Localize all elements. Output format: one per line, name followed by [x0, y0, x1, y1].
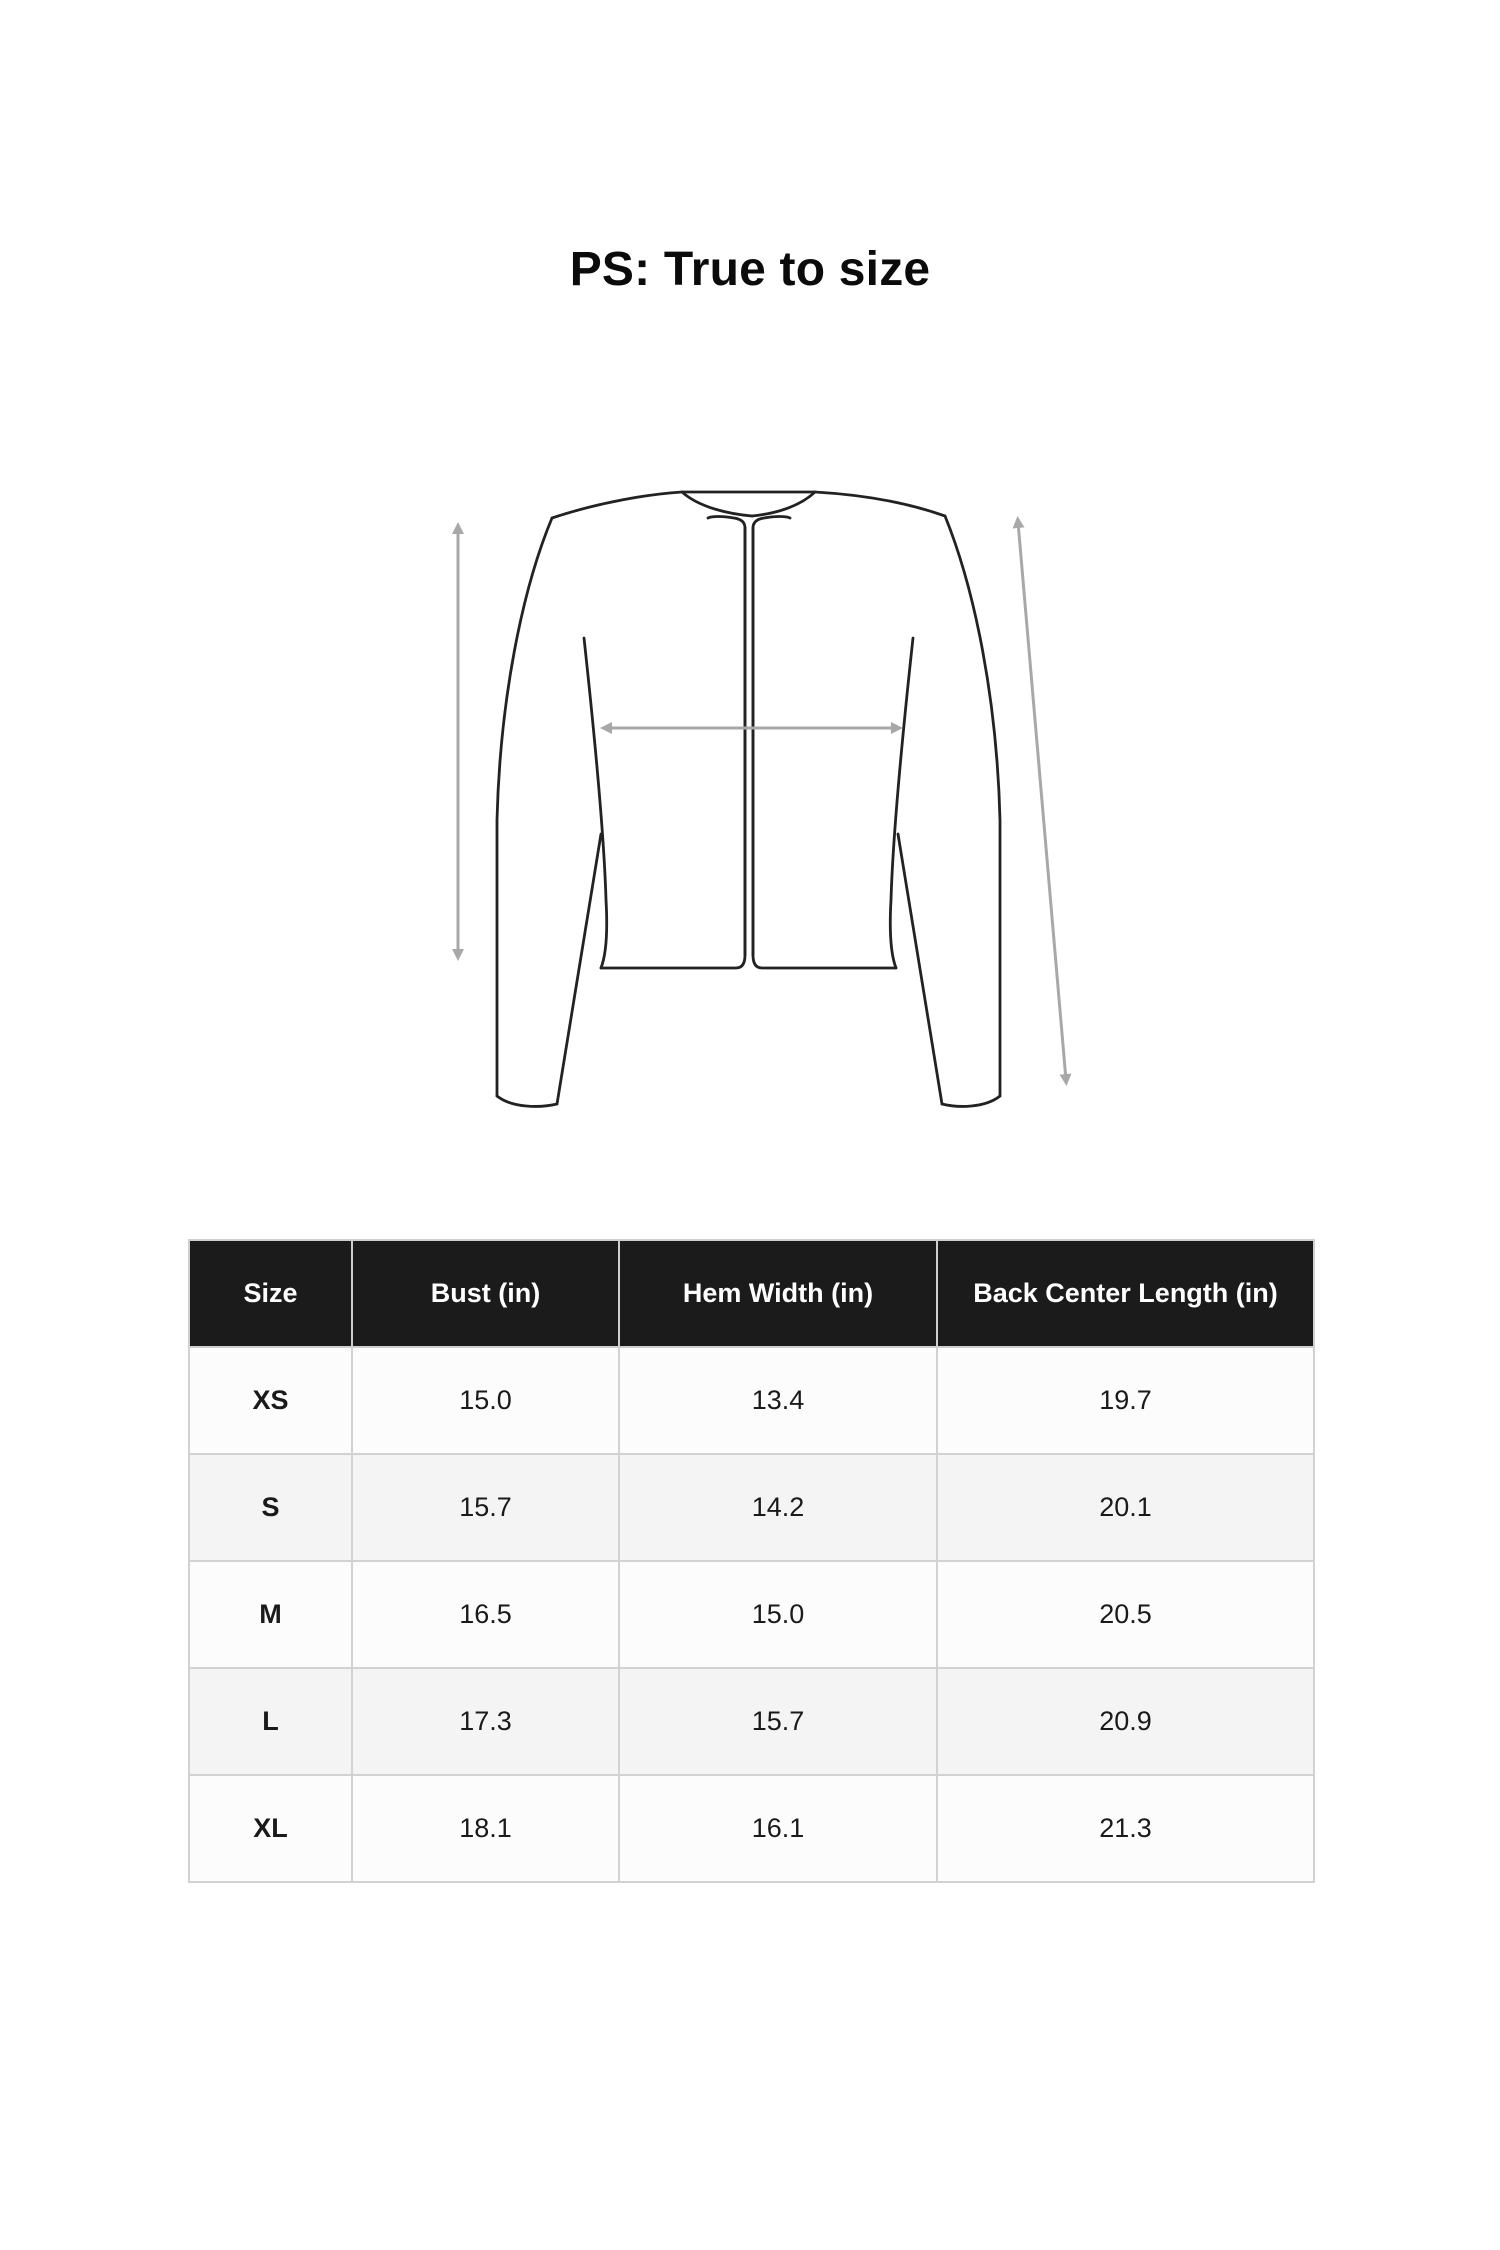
header-back-center-length: Back Center Length (in)	[937, 1240, 1314, 1347]
hem-cell: 15.0	[619, 1561, 937, 1668]
length-cell: 20.9	[937, 1668, 1314, 1775]
bust-cell: 16.5	[352, 1561, 619, 1668]
measurement-arrows	[458, 522, 1066, 1080]
table-row	[189, 1775, 1314, 1882]
bust-cell: 15.0	[352, 1347, 619, 1454]
table-row	[189, 1347, 1314, 1454]
header-hem-width: Hem Width (in)	[619, 1240, 937, 1347]
header-bust: Bust (in)	[352, 1240, 619, 1347]
length-cell: 19.7	[937, 1347, 1314, 1454]
table-row	[189, 1668, 1314, 1775]
length-cell: 20.1	[937, 1454, 1314, 1561]
table-header-row	[189, 1240, 1314, 1347]
length-cell: 21.3	[937, 1775, 1314, 1882]
length-cell: 20.5	[937, 1561, 1314, 1668]
bust-cell: 18.1	[352, 1775, 619, 1882]
size-cell: L	[189, 1668, 352, 1775]
size-cell: XL	[189, 1775, 352, 1882]
hem-cell: 16.1	[619, 1775, 937, 1882]
table-row	[189, 1561, 1314, 1668]
size-cell: XS	[189, 1347, 352, 1454]
sleeve-arrow	[1018, 522, 1066, 1080]
header-size: Size	[189, 1240, 352, 1347]
bust-cell: 15.7	[352, 1454, 619, 1561]
hem-cell: 13.4	[619, 1347, 937, 1454]
size-chart-table	[188, 1239, 1315, 1883]
bust-cell: 17.3	[352, 1668, 619, 1775]
hem-cell: 14.2	[619, 1454, 937, 1561]
hem-cell: 15.7	[619, 1668, 937, 1775]
cardigan-jacket-icon	[497, 492, 1000, 1106]
size-cell: S	[189, 1454, 352, 1561]
table-row	[189, 1454, 1314, 1561]
page-title: PS: True to size	[569, 243, 931, 296]
size-cell: M	[189, 1561, 352, 1668]
